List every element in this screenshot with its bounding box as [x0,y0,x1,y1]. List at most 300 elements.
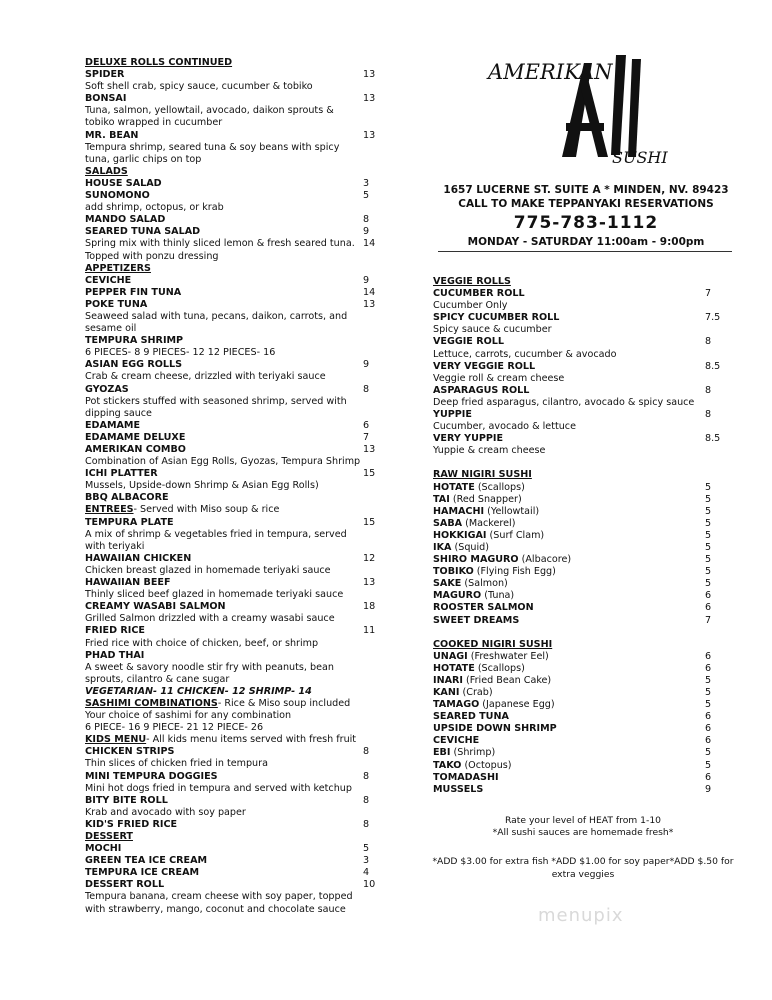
menu-item [85,335,385,347]
item-description [85,638,385,650]
item-price: 9 [705,783,712,795]
item-price: 13 [363,69,376,81]
menu-item-text: MOCHI [85,843,122,855]
extras-line-1: *ADD $3.00 for extra fish *ADD $1.00 for soy paper*ADD $.50 for [432,856,734,867]
item-description [85,722,385,734]
restaurant-logo [480,45,680,165]
menu-item-text: ICHI PLATTER [85,468,158,480]
item-price: 5 [705,759,712,771]
item-price: 6 [363,419,370,431]
menu-item [433,663,733,675]
menu-item [85,855,385,867]
menu-item-text: TAMAGO [433,699,480,711]
item-description [433,421,733,433]
item-price: 8 [705,384,712,396]
menu-item-text: VERY YUPPIE [433,433,504,445]
menu-item-text: TOMADASHI [433,771,499,783]
item-translation: (Albacore) [518,554,572,566]
item-description-text: sesame oil [85,323,137,335]
sauces-note: *All sushi sauces are homemade fresh* [492,827,674,838]
section-heading-text: APPETIZERS [85,262,151,274]
menu-item [433,506,733,518]
menu-item-text: CHICKEN STRIPS [85,746,175,758]
menu-item [85,468,385,480]
item-description-text: 6 PIECES- 8 9 PIECES- 12 12 PIECES- 16 [85,347,276,359]
menu-item-text: VEGGIE ROLL [433,336,504,348]
menu-item-text: MUSSELS [433,783,484,795]
item-description-text: Pot stickers stuffed with seasoned shrimp, served with [85,395,347,407]
menu-item-text: POKE TUNA [85,298,148,310]
menu-item-text: HAWAIIAN CHICKEN [85,552,192,564]
menu-item-text: FRIED RICE [85,625,145,637]
item-description-text: Krab and avocado with soy paper [85,806,246,818]
item-price: 6 [705,771,712,783]
menu-item [433,590,733,602]
phone-number: 775-783-1112 [513,213,659,233]
menu-item [433,494,733,506]
menu-item-text: HOUSE SALAD [85,177,162,189]
item-price: 11 [363,625,376,637]
item-translation: (Mackerel) [462,517,516,529]
menu-item-text: UPSIDE DOWN SHRIMP [433,723,557,735]
item-description [85,783,385,795]
menu-item-text: CUCUMBER ROLL [433,288,525,300]
item-price: 5 [705,699,712,711]
menu-item [85,879,385,891]
menu-item [433,578,733,590]
menu-item [433,784,733,796]
logo-text-top: AMERIKAN [488,60,613,84]
item-price: 5 [705,578,712,590]
item-translation: (Tuna) [481,590,515,602]
item-description-text: Combination of Asian Egg Rolls, Gyozas, Tempura Shrimp [85,456,361,468]
item-description [85,142,385,154]
menu-item [433,312,733,324]
menu-item-text: SPIDER [85,69,125,81]
item-description-text: sprouts, cilantro & cane sugar [85,673,230,685]
item-description-text: Yuppie & cream cheese [433,445,546,457]
menu-item-text: HOKKIGAI [433,529,487,541]
menu-item-text: DESSERT ROLL [85,879,165,891]
item-translation: (Squid) [451,541,489,553]
menu-item-text: SWEET DREAMS [433,614,520,626]
section-spacer [433,457,733,469]
menu-item-text: SEARED TUNA SALAD [85,226,201,238]
menu-item [85,686,385,698]
menu-item-text: ASIAN EGG ROLLS [85,359,183,371]
menu-item [85,625,385,637]
item-price: 12 [363,552,376,564]
item-price: 5 [363,843,370,855]
item-description-text: Thin slices of chicken fried in tempura [85,758,268,770]
menu-item [85,746,385,758]
item-price: 8 [363,794,370,806]
menu-item-text: BONSAI [85,93,127,105]
item-price: 5 [705,687,712,698]
item-price: 8 [705,336,712,348]
menu-item-text: TEMPURA PLATE [85,516,174,528]
item-price: 13 [363,444,376,455]
item-description [85,117,385,129]
menu-item-text: IKA [433,541,452,553]
item-price: 15 [363,516,376,528]
menu-item [433,518,733,530]
item-description [85,323,385,335]
menu-item-text: CEVICHE [433,735,480,747]
item-description-text: tuna, garlic chips on top [85,153,202,165]
menu-item [85,420,385,432]
menu-item-text: TAKO [433,759,462,771]
item-price: 3 [363,855,370,867]
item-description-text: A sweet & savory noodle stir fry with peanuts, bean [85,661,334,673]
item-price: 5 [705,566,712,578]
menu-item [85,650,385,662]
item-description-text: Your choice of sashimi for any combination [85,710,292,722]
item-price: 9 [363,359,370,371]
item-price: 5 [363,190,370,202]
item-price: 13 [363,93,376,105]
menu-item [433,361,733,373]
menu-item [85,492,385,504]
menu-item [85,771,385,783]
item-description-text: with strawberry, mango, coconut and chocolate sauce [85,903,346,915]
item-price: 5 [705,674,712,686]
item-description [85,456,385,468]
section-heading-text: DESSERT [85,831,133,842]
item-price: 8 [363,383,370,395]
menu-item [85,517,385,529]
menu-item [85,795,385,807]
menu-item [433,615,733,627]
menu-item [85,178,385,190]
item-description [85,613,385,625]
item-price: 9 [363,226,370,238]
item-price: 10 [363,879,376,891]
menu-item [85,214,385,226]
item-translation: (Red Snapper) [449,493,522,505]
menu-item [433,336,733,348]
item-description-text: Tuna, salmon, yellowtail, avocado, daikon sprouts & [85,105,334,117]
watermark: menupix [538,905,624,926]
item-price: 8 [363,770,370,782]
item-price: 18 [363,601,376,613]
item-price: 7.5 [705,312,721,324]
item-price: 4 [363,867,370,879]
item-translation: (Salmon) [461,578,508,590]
item-price: 5 [705,493,712,505]
menu-item-text: MR. BEAN [85,129,139,141]
item-description [85,105,385,117]
item-price: 13 [363,129,376,141]
menu-item [433,723,733,735]
item-translation: (Japanese Egg) [479,699,555,711]
menu-item-text: EDAMAME [85,419,141,431]
item-description-text: Seaweed salad with tuna, pecans, daikon, carrots, and [85,310,348,322]
item-description [85,311,385,323]
item-description-text: Mussels, Upside-down Shrimp & Asian Egg Rolls) [85,480,319,492]
menu-item-text: SABA [433,517,463,529]
section-heading [433,469,733,481]
menu-item-text: SHIRO MAGURO [433,554,519,566]
item-price: 6 [705,723,712,735]
reservations-note: CALL TO MAKE TEPPANYAKI RESERVATIONS [458,198,714,210]
menu-item [433,433,733,445]
item-description-text: with teriyaki [85,540,145,552]
extras-line-2: extra veggies [551,869,615,880]
menu-item-text: KANI [433,687,460,698]
item-price: 6 [705,662,712,674]
section-heading [85,504,385,516]
item-translation: (Crab) [459,687,493,698]
item-description [433,397,733,409]
item-price: 7 [363,431,370,443]
item-description-text: Spring mix with thinly sliced lemon & fresh seared tuna. [85,238,355,250]
item-translation: (Scallops) [474,662,525,674]
item-description-text: Mini hot dogs fried in tempura and served with ketchup [85,782,352,794]
menu-item [85,359,385,371]
item-description-text: Tempura shrimp, seared tuna & soy beans with spicy [85,141,340,153]
item-price: 5 [705,529,712,541]
item-price: 5 [705,747,712,759]
item-price: 8 [363,746,370,758]
item-description-text: A mix of shrimp & vegetables fried in tempura, served [85,528,347,540]
menu-item-text: MANDO SALAD [85,214,166,226]
item-price: 13 [363,577,376,589]
menu-item [85,601,385,613]
section-heading-text: DELUXE ROLLS CONTINUED [85,57,233,68]
menu-item [433,760,733,772]
menu-item-text: UNAGI [433,650,468,662]
menu-item-text: HAWAIIAN BEEF [85,577,171,589]
menu-item-text: BITY BITE ROLL [85,794,168,806]
menu-item-text: SEARED TUNA [433,711,509,723]
menu-item [85,432,385,444]
menu-item-text: VEGETARIAN- 11 CHICKEN- 12 SHRIMP- 14 [85,685,312,697]
item-description [85,371,385,383]
menu-item-text: SAKE [433,578,462,590]
menu-item [433,651,733,663]
item-description-text: Spicy sauce & cucumber [433,324,552,336]
menu-item [85,226,385,238]
menu-item [85,867,385,879]
item-translation: (Yellowtail) [484,505,540,517]
menu-item [433,566,733,578]
item-description [85,541,385,553]
menu-item-text: INARI [433,674,463,686]
heat-level-text: Rate your level of HEAT from 1-10 [504,815,662,826]
item-price: 13 [363,298,376,310]
item-description [85,710,385,722]
menu-item-text: CEVICHE [85,274,132,286]
section-heading [85,263,385,275]
item-description-text: Chicken breast glazed in homemade teriyaki sauce [85,564,331,576]
menu-item [85,69,385,81]
item-description-text: Cucumber, avocado & lettuce [433,421,576,433]
item-description-text: Veggie roll & cream cheese [433,372,565,384]
item-description-text: 6 PIECE- 16 9 PIECE- 21 12 PIECE- 26 [85,722,264,734]
logo-text-bottom: SUSHI [612,148,668,165]
item-price: 8.5 [705,433,721,445]
menu-item-text: AMERIKAN COMBO [85,444,186,455]
menu-item [85,287,385,299]
item-price: 14 [363,238,376,250]
item-description [433,324,733,336]
heat-note [433,815,733,839]
item-description-text: Topped with ponzu dressing [85,250,219,262]
menu-item [85,577,385,589]
menu-item-text: TOBIKO [433,566,474,578]
menu-item-text: EBI [433,747,451,759]
item-price: 6 [705,711,712,723]
item-description [85,904,385,916]
menu-item-text: HOTATE [433,662,475,674]
menu-item [85,299,385,311]
item-description [85,480,385,492]
item-translation: (Fried Bean Cake) [462,674,552,686]
menu-item [433,747,733,759]
item-translation: (Scallops) [474,481,525,493]
menu-item-text: SUNOMONO [85,190,150,202]
menu-item [433,288,733,300]
item-price: 9 [363,274,370,286]
section-spacer [433,627,733,639]
menu-item-text: HOTATE [433,481,475,493]
item-description [85,154,385,166]
section-heading [433,276,733,288]
item-description-text: dipping sauce [85,407,152,419]
item-price: 6 [705,735,712,747]
menu-item-text: TEMPURA SHRIMP [85,335,184,347]
menu-item [85,93,385,105]
section-heading-text: SALADS [85,165,128,177]
menu-item [433,735,733,747]
menu-item-text: EDAMAME DELUXE [85,431,186,443]
menu-item-text: MAGURO [433,590,482,602]
menu-item [433,687,733,699]
item-translation: (Shrimp) [450,747,496,759]
menu-item-text: TAI [433,493,450,505]
item-price: 8.5 [705,360,721,372]
item-price: 6 [705,650,712,662]
item-price: 8 [363,214,370,226]
menu-item [85,384,385,396]
item-translation: (Surf Clam) [486,529,545,541]
menu-item [433,699,733,711]
item-description [85,347,385,359]
item-description [85,891,385,903]
item-price: 6 [705,602,712,614]
restaurant-address-block [420,183,752,211]
item-description-text: Tempura banana, cream cheese with soy paper, topped [85,891,353,903]
section-heading [85,57,385,69]
item-description [85,807,385,819]
menu-item [85,819,385,831]
item-description [433,445,733,457]
menu-item [433,554,733,566]
menu-item [433,675,733,687]
menu-item [85,444,385,456]
item-description [85,529,385,541]
item-description-text: Fried rice with choice of chicken, beef, or shrimp [85,637,319,649]
item-description [433,300,733,312]
menu-item-text: CREAMY WASABI SALMON [85,601,226,613]
item-price: 5 [705,541,712,553]
item-price: 5 [705,554,712,566]
item-translation: (Flying Fish Egg) [473,566,556,578]
item-translation: (Freshwater Eel) [467,650,549,662]
left-menu-column [85,57,385,916]
menu-item-text: ROOSTER SALMON [433,602,534,614]
item-price: 5 [705,481,712,493]
item-description [85,81,385,93]
section-heading [433,639,733,651]
menu-item-text: SPICY CUCUMBER ROLL [433,312,560,324]
section-heading-text: KIDS MENU [85,734,147,746]
menu-item [433,530,733,542]
menu-item-text: ASPARAGUS ROLL [433,384,530,396]
item-price: 8 [363,818,370,830]
menu-item-text: PHAD THAI [85,649,145,661]
section-heading-text: VEGGIE ROLLS [433,276,511,287]
item-price: 14 [363,286,376,298]
item-description-text: Lettuce, carrots, cucumber & avocado [433,348,617,360]
item-description-text: Deep fried asparagus, cilantro, avocado & spicy sauce [433,396,695,408]
item-description [433,373,733,385]
menu-item [433,711,733,723]
menu-item [85,275,385,287]
extras-note [428,855,738,881]
item-description [85,758,385,770]
menu-item-text: BBQ ALBACORE [85,492,169,504]
menu-item-text: YUPPIE [433,409,472,421]
menu-item-text: GREEN TEA ICE CREAM [85,855,208,867]
item-description-text: Soft shell crab, spicy sauce, cucumber & tobiko [85,81,313,93]
item-description-text: tobiko wrapped in cucumber [85,117,223,129]
item-price: 15 [363,468,376,480]
item-description [85,396,385,408]
menu-item-text: GYOZAS [85,383,129,395]
menu-item-text: HAMACHI [433,505,485,517]
item-description [85,565,385,577]
item-description [85,674,385,686]
section-note: - Served with Miso soup & rice [133,504,280,516]
section-heading-text: COOKED NIGIRI SUSHI [433,638,553,650]
item-description-text: Thinly sliced beef glazed in homemade teriyaki sauce [85,589,344,601]
item-description [85,238,385,250]
menu-item [85,843,385,855]
menu-item-text: TEMPURA ICE CREAM [85,867,200,879]
menu-item [85,190,385,202]
divider [438,251,732,252]
item-price: 6 [705,590,712,602]
item-price: 7 [705,288,712,300]
item-description [85,589,385,601]
item-description [85,202,385,214]
section-heading [85,734,385,746]
logo-graphic [480,45,680,165]
address: 1657 LUCERNE ST. SUITE A * MINDEN, NV. 89423 [443,184,729,196]
menu-item [433,482,733,494]
item-description [85,408,385,420]
item-description-text: Grilled Salmon drizzled with a creamy wasabi sauce [85,613,335,625]
item-price: 5 [705,505,712,517]
section-note: - All kids menu items served with fresh fruit [146,734,357,746]
section-heading [85,831,385,843]
menu-item-text: KID'S FRIED RICE [85,818,178,830]
item-price: 7 [705,614,712,626]
item-price: 3 [363,177,370,189]
right-menu-column [433,276,733,796]
